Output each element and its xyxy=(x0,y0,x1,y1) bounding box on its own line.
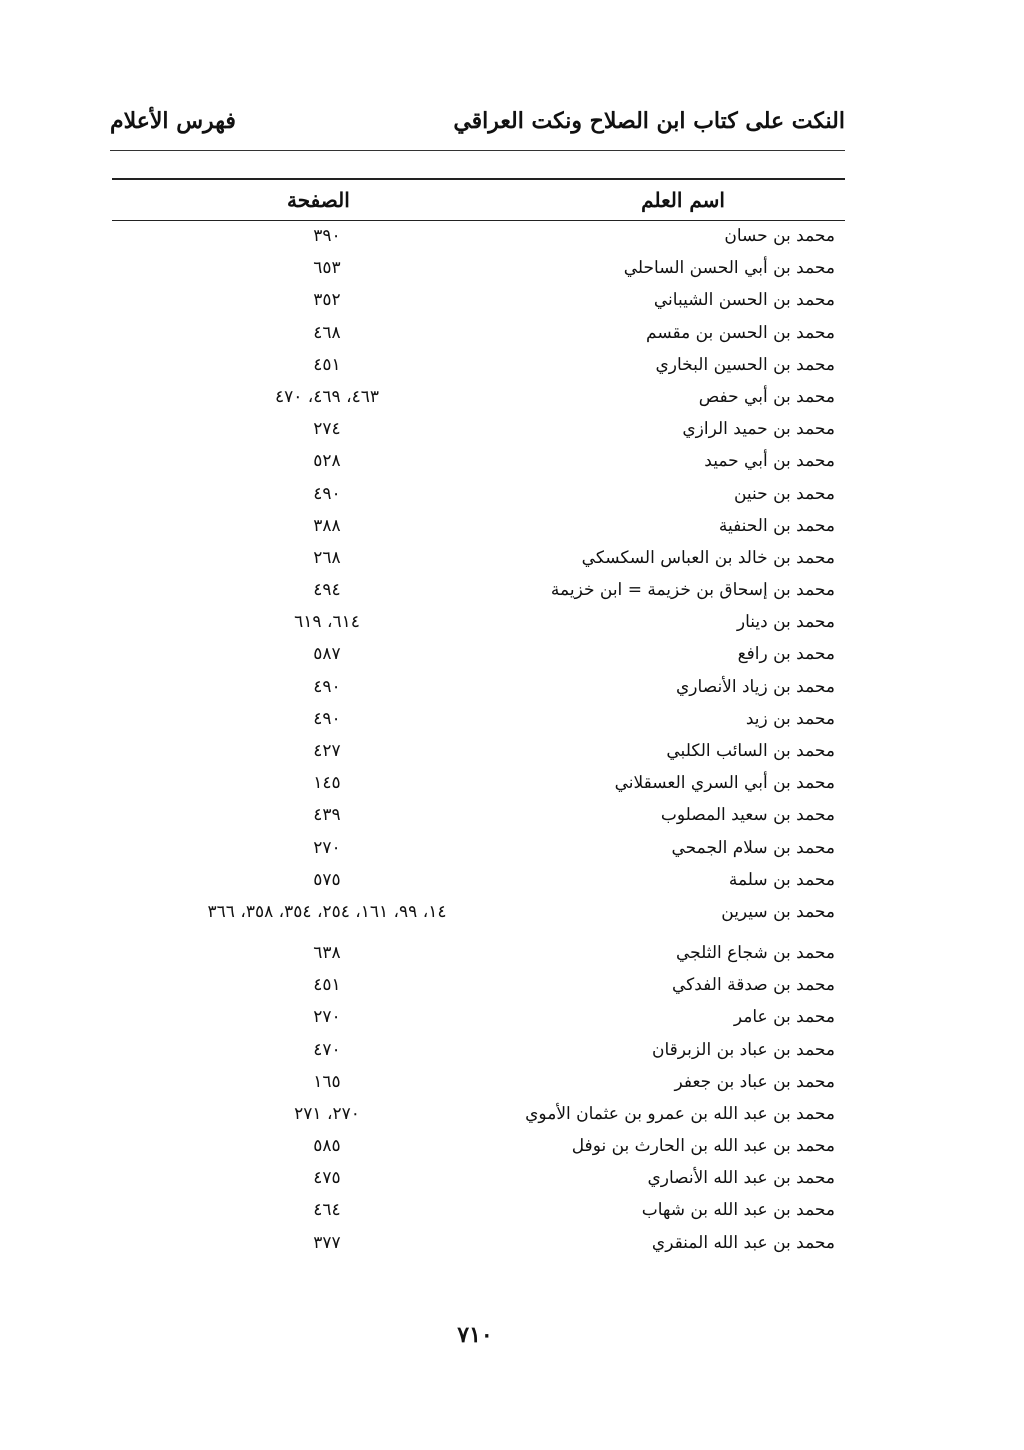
person-name: محمد بن السائب الكلبي xyxy=(666,741,835,761)
page-references: ٦٥٣ xyxy=(313,258,341,279)
page-references: ٢٧٠، ٢٧١ xyxy=(294,1103,360,1124)
page-references: ٣٨٨ xyxy=(313,515,341,536)
person-name: محمد بن زياد الأنصاري xyxy=(676,676,835,697)
table-row xyxy=(112,479,845,511)
table-row xyxy=(112,221,845,253)
page-references: ٣٧٧ xyxy=(313,1232,341,1253)
column-header-page: الصفحة xyxy=(287,188,350,212)
column-header-name: اسم العلم xyxy=(641,188,725,212)
page-references: ٣٥٢ xyxy=(313,290,341,311)
person-name: محمد بن أبي حفص xyxy=(698,386,835,407)
person-name: محمد بن سعيد المصلوب xyxy=(660,805,835,826)
table-row xyxy=(112,736,845,768)
page-references: ٥٢٨ xyxy=(313,451,341,472)
page-references: ٤٢٧ xyxy=(313,741,341,761)
person-name: محمد بن شجاع الثلجي xyxy=(675,942,835,963)
table-row xyxy=(112,1131,845,1163)
person-name: محمد بن سيرين xyxy=(721,901,835,922)
page-references: ٦١٤، ٦١٩ xyxy=(294,612,360,633)
person-name: محمد بن حنين xyxy=(733,483,835,504)
page-references: ٤٦٨ xyxy=(313,322,341,343)
table-row xyxy=(112,350,845,382)
table-row xyxy=(112,1099,845,1131)
person-name: محمد بن خالد بن العباس السكسكي xyxy=(581,547,835,568)
person-name: محمد بن أبي حميد xyxy=(704,451,835,472)
table-row xyxy=(112,1163,845,1195)
page-references: ٤٧٠ xyxy=(313,1039,341,1060)
table-row xyxy=(112,639,845,671)
page-references: ٢٧٠ xyxy=(313,1007,341,1028)
table-row xyxy=(112,446,845,478)
page-references: ٤٧٥ xyxy=(313,1168,341,1189)
page-references: ٥٨٧ xyxy=(313,644,341,665)
table-row xyxy=(112,253,845,285)
page-references: ٢٧٤ xyxy=(313,419,341,440)
page-references: ٤٩٠ xyxy=(313,483,341,504)
person-name: محمد بن عباد بن جعفر xyxy=(674,1071,835,1092)
page-references: ١٦٥ xyxy=(313,1071,341,1092)
table-row xyxy=(112,800,845,832)
table-row xyxy=(112,938,845,970)
table-row xyxy=(112,1002,845,1034)
table-body xyxy=(112,221,845,1260)
person-name: محمد بن عامر xyxy=(733,1007,835,1028)
person-name: محمد بن حسان xyxy=(724,226,835,246)
page-references: ٤٩٤ xyxy=(313,580,341,601)
person-name: محمد بن سلمة xyxy=(728,869,835,890)
person-name: محمد بن رافع xyxy=(737,644,835,665)
page-references: ٢٦٨ xyxy=(313,547,341,568)
person-name: محمد بن الحسن بن مقسم xyxy=(646,322,835,343)
table-row xyxy=(112,1035,845,1067)
page-references: ٥٨٥ xyxy=(313,1136,341,1157)
person-name: محمد بن زيد xyxy=(745,708,835,729)
table-row xyxy=(112,833,845,865)
person-name: محمد بن دينار xyxy=(736,612,835,633)
person-name: محمد بن الحنفية xyxy=(718,515,835,536)
page-references: ٤٦٤ xyxy=(313,1200,341,1221)
header-divider xyxy=(110,150,845,151)
table-row xyxy=(112,382,845,414)
person-name: محمد بن عباد بن الزبرقان xyxy=(652,1039,835,1060)
table-header xyxy=(112,180,845,221)
page-references: ٦٣٨ xyxy=(313,942,341,963)
person-name: محمد بن الحسن الشيباني xyxy=(653,290,835,311)
page-references: ٢٧٠ xyxy=(313,837,341,858)
page-references: ٤٣٩ xyxy=(313,805,341,826)
page-references: ١٤٥ xyxy=(313,773,341,794)
page-references: ٥٧٥ xyxy=(313,869,341,890)
person-name: محمد بن سلام الجمحي xyxy=(671,837,835,858)
table-row xyxy=(112,970,845,1002)
table-row xyxy=(112,704,845,736)
person-name: محمد بن عبد الله الأنصاري xyxy=(647,1168,835,1189)
table-row xyxy=(112,865,845,897)
page-references: ٤٥١ xyxy=(313,975,341,996)
page-references: ٣٩٠ xyxy=(313,226,341,246)
page-references: ٤٦٣، ٤٦٩، ٤٧٠ xyxy=(275,386,379,407)
table-row xyxy=(112,414,845,446)
person-name: محمد بن عبد الله بن شهاب xyxy=(641,1200,835,1221)
page-references: ٤٩٠ xyxy=(313,676,341,697)
table-row xyxy=(112,897,845,938)
person-name: محمد بن حميد الرازي xyxy=(682,419,835,440)
table-row xyxy=(112,543,845,575)
table-row xyxy=(112,318,845,350)
table-row xyxy=(112,607,845,639)
person-name: محمد بن عبد الله المنقري xyxy=(651,1232,835,1253)
table-row xyxy=(112,1195,845,1227)
person-name: محمد بن عبد الله بن الحارث بن نوفل xyxy=(571,1136,835,1157)
running-header xyxy=(110,108,845,144)
book-title: النكت على كتاب ابن الصلاح ونكت العراقي xyxy=(453,108,845,134)
table-row xyxy=(112,575,845,607)
person-name: محمد بن أبي السري العسقلاني xyxy=(614,773,835,794)
page-references: ٤٥١ xyxy=(313,354,341,375)
section-title: فهرس الأعلام xyxy=(110,108,236,134)
page-number: ٧١٠ xyxy=(457,1322,493,1348)
table-row xyxy=(112,1228,845,1260)
person-name: محمد بن إسحاق بن خزيمة = ابن خزيمة xyxy=(550,580,835,601)
person-name: محمد بن أبي الحسن الساحلي xyxy=(623,258,835,279)
table-row xyxy=(112,768,845,800)
page-references: ١٤، ٩٩، ١٦١، ٢٥٤، ٣٥٤، ٣٥٨، ٣٦٦ xyxy=(207,901,447,922)
person-name: محمد بن الحسين البخاري xyxy=(655,354,835,375)
index-table xyxy=(112,178,845,1260)
person-name: محمد بن صدقة الفدكي xyxy=(671,975,835,996)
page-references: ٤٩٠ xyxy=(313,708,341,729)
table-row xyxy=(112,1067,845,1099)
table-row xyxy=(112,672,845,704)
table-row xyxy=(112,511,845,543)
person-name: محمد بن عبد الله بن عمرو بن عثمان الأموي xyxy=(525,1103,835,1124)
table-row xyxy=(112,285,845,317)
